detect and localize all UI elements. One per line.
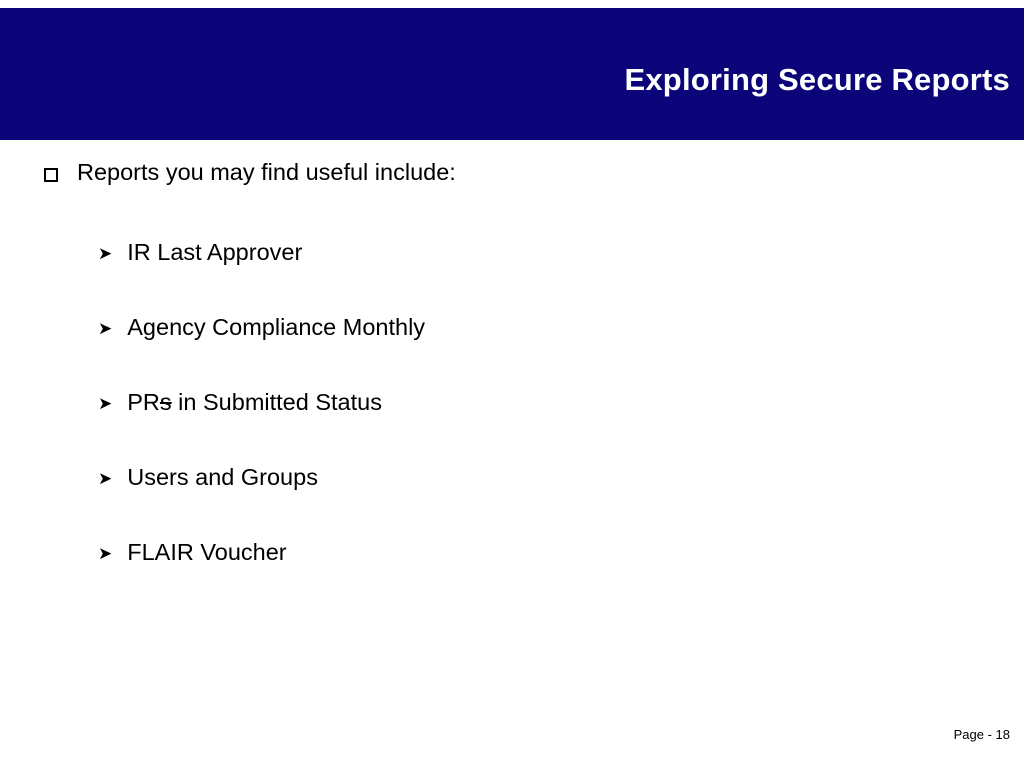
list-item-label-suffix: in Submitted Status <box>171 389 382 415</box>
slide-title-bar <box>0 8 1024 140</box>
lead-in-bullet-item <box>44 160 456 186</box>
list-item <box>98 240 898 315</box>
square-bullet-icon <box>44 168 58 182</box>
chevron-right-bullet-icon: ➤ <box>98 394 113 414</box>
list-item <box>98 540 898 615</box>
chevron-right-bullet-icon: ➤ <box>98 469 113 489</box>
list-item-label: FLAIR Voucher <box>127 539 287 565</box>
report-list <box>98 240 898 615</box>
chevron-right-bullet-icon: ➤ <box>98 244 113 264</box>
list-item <box>98 315 898 390</box>
list-item-label <box>127 390 382 416</box>
list-item-label: Agency Compliance Monthly <box>127 314 426 340</box>
lead-in-text: Reports you may find useful include: <box>77 159 456 185</box>
chevron-right-bullet-icon: ➤ <box>98 544 113 564</box>
list-item <box>98 390 898 465</box>
list-item-label-prefix: PR <box>127 389 160 415</box>
list-item-label: Users and Groups <box>127 464 318 490</box>
chevron-right-bullet-icon: ➤ <box>98 319 113 339</box>
page-title: Exploring Secure Reports <box>624 62 1010 97</box>
list-item-label: IR Last Approver <box>127 239 303 265</box>
slide-body <box>0 140 1024 720</box>
page-number: Page - 18 <box>953 727 1010 742</box>
list-item-label-struck: s <box>159 389 172 415</box>
list-item <box>98 465 898 540</box>
